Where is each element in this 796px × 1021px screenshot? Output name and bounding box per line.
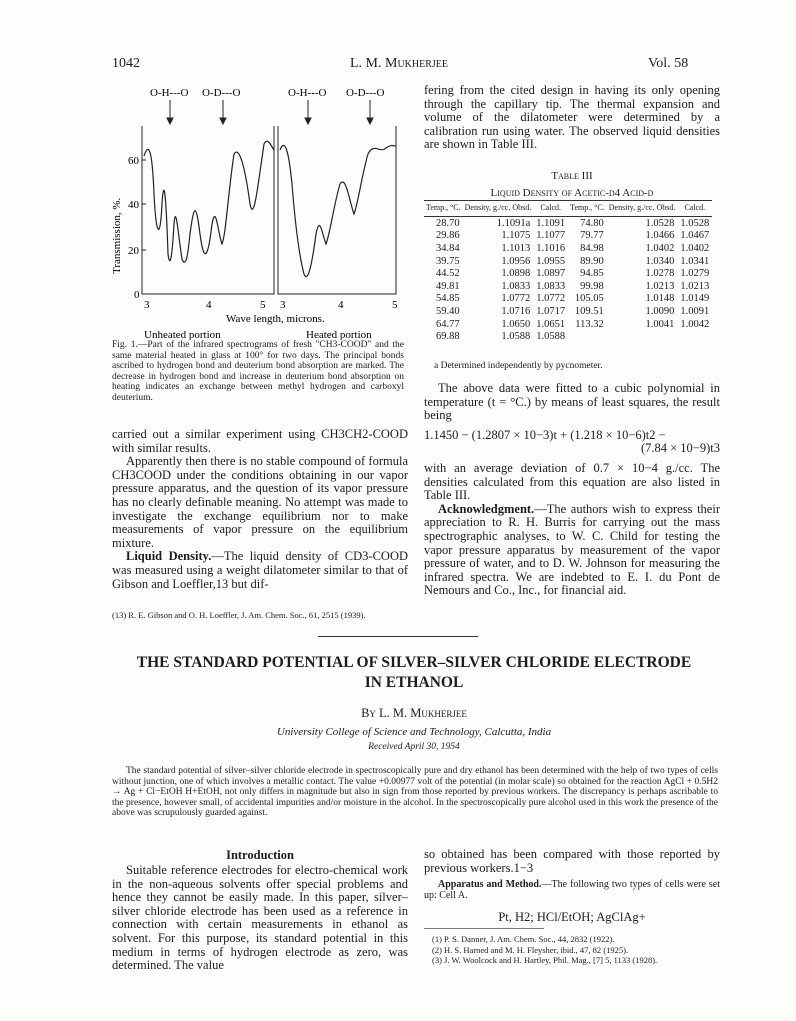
table-cell: 1.1016: [536, 242, 566, 254]
equation-line-2: (7.84 × 10−9)t3: [640, 441, 720, 456]
table-cell: 1.0716: [501, 305, 531, 317]
reference-3: (3) J. W. Woolcock and H. Hartley, Phil. Mag., [7] 5, 1133 (1928).: [432, 955, 658, 965]
article-separator: [318, 636, 478, 637]
table-cell: 1.1091: [536, 217, 566, 229]
col-header-temp-2: Temp., °C.: [568, 201, 607, 217]
byline: By L. M. Mukherjee: [361, 706, 467, 720]
table-row: [424, 217, 712, 230]
right-para-2: The above data were fitted to a cubic polynomial in temperature (t = °C.) by means of least squares, the result being: [424, 381, 720, 423]
table-row: [424, 280, 712, 293]
table-cell: 94.85: [580, 268, 604, 280]
table-cell: 44.52: [436, 268, 460, 280]
table-cell: 1.0042: [680, 318, 710, 330]
table-cell: 1.0588: [536, 331, 566, 343]
references: [432, 934, 720, 966]
xtick-right-5: 5: [392, 299, 398, 311]
table-cell: [568, 330, 607, 343]
table-row: [424, 255, 712, 268]
table-cell: 74.80: [580, 217, 604, 229]
x-axis-label: Wave length, microns.: [226, 313, 325, 325]
table-cell: 84.98: [580, 242, 604, 254]
figure-caption: Fig. 1.—Part of the infrared spectrograms of fresh "CH3-COOD" and the same material heated in glass at 100° for two days. The principal bonds ascribed to hydrogen bond and deuterium bond absorption are marked. The decrease in hydrogen bond and increase in deuterium bond absorption on heating indicates an exchange between methyl hydrogen and carboxyl deuterium.: [112, 340, 404, 403]
received-date: Received April 30, 1954: [368, 742, 460, 752]
references-rule: [424, 928, 544, 929]
article-title-line-1: THE STANDARD POTENTIAL OF SILVER–SILVER CHLORIDE ELECTRODE: [136, 654, 692, 671]
spectrum-unheated: [144, 141, 274, 262]
xtick-left-4: 4: [206, 299, 212, 311]
xtick-right-4: 4: [338, 299, 344, 311]
apparatus-text: —The following two types of cells were set up: Cell A.: [424, 879, 720, 901]
table-cell: 89.90: [580, 255, 604, 267]
table-row: [424, 242, 712, 255]
table-cell: 59.40: [436, 305, 460, 317]
col-header-obsd-1: Density, g./cc. Obsd.: [463, 201, 534, 217]
running-author: L. M. Mukherjee: [350, 56, 448, 71]
table-cell: 109.51: [574, 305, 604, 317]
table-cell: 1.0588: [501, 331, 531, 343]
table-cell: 1.0213: [680, 280, 710, 292]
table-cell: 1.0467: [680, 230, 710, 242]
table-row: [424, 318, 712, 331]
table-cell: 1.0466: [645, 230, 675, 242]
xtick-left-3: 3: [144, 299, 150, 311]
right-column-text: [424, 382, 720, 598]
table-cell: 1.0651: [536, 318, 566, 330]
col-header-temp-1: Temp., °C.: [424, 201, 463, 217]
table-cell: 1.0650: [501, 318, 531, 330]
table-cell: 1.0041: [645, 318, 675, 330]
table-cell: 34.84: [436, 242, 460, 254]
introduction-text: Suitable reference electrodes for electro-chemical work in the non-aqueous solvents offer special problems and hence they cannot be easily made. In this paper, silver–silver chloride electrode has been used as a reference in connection with certain measurements in ethanol as solvent. For this purpose, its standard potential in this medium in terms of hydrogen electrode as zero, was determined. The value: [112, 863, 408, 973]
page-number: 1042: [112, 56, 140, 71]
xtick-left-5: 5: [260, 299, 266, 311]
table-cell: 1.0528: [645, 217, 675, 229]
table-cell: 1.0340: [645, 255, 675, 267]
right-para-1: fering from the cited design in having its only opening through the capillary tip. The thermal expansion and volume of the dilatometer were determined by a calibration run using water. The observed liquid densities are shown in Table III.: [424, 83, 720, 152]
cell-a-formula: Pt, H2; HCl/EtOH; AgClAg+: [498, 910, 646, 925]
col-header-calcd-2: Calcd.: [677, 201, 712, 217]
table-cell: 1.0833: [536, 280, 566, 292]
table-cell: [607, 330, 678, 343]
reference-1: (1) P. S. Danner, J. Am. Chem. Soc., 44, 2832 (1922).: [432, 934, 615, 944]
table-cell: 1.0341: [680, 255, 710, 267]
table-cell: 1.0402: [645, 242, 675, 254]
col-header-obsd-2: Density, g./cc. Obsd.: [607, 201, 678, 217]
reference-2: (2) H. S. Harned and M. H. Fleysher, ibid., 47, 82 (1925).: [432, 944, 629, 955]
acknowledgment-heading: Acknowledgment.: [438, 501, 535, 516]
table-cell: 1.0279: [680, 268, 710, 280]
table-cell: 1.0402: [680, 242, 710, 254]
table-cell: 1.0897: [536, 268, 566, 280]
table-cell: 113.32: [575, 318, 604, 330]
table-cell: 99.98: [580, 280, 604, 292]
table-cell: 1.0213: [645, 280, 675, 292]
table-cell: 1.0772: [536, 293, 566, 305]
right-para-3: with an average deviation of 0.7 × 10−4 g./cc. The densities calculated from this equation are also listed in Table III.: [424, 460, 720, 503]
table-row: [424, 230, 712, 243]
table-cell: 105.05: [574, 293, 604, 305]
table-title: Liquid Density of Acetic-d4 Acid-d: [490, 187, 654, 199]
abstract: The standard potential of silver–silver chloride electrode in spectroscopically pure and dry ethanol has been determined with the help of two types of cells without junction, one of which involves a metallic contact. The value +0.00977 volt of the potential (in molar scale) so obtained for the reaction AgCl + 0.5H2 → Ag + Cl−EtOH H+EtOH, not only differs in magnitude but also in sign from those reported by previous workers. The discrepancy is perhaps ascribable to the presence, however small, of accidental impurities and/or moisture in the alcohol. In the spectroscopically pure alcohol used in this work the presence of the above was scrupulously guarded against.: [112, 766, 718, 819]
table-cell: 1.0772: [501, 293, 531, 305]
table-cell: 1.0955: [536, 255, 566, 267]
label-oh-1: O-H---O: [150, 87, 189, 99]
table-cell: 1.0148: [645, 293, 675, 305]
table-note: a Determined independently by pycnometer.: [434, 361, 603, 371]
table-cell: 1.1077: [536, 230, 566, 242]
panel-right-label: Heated portion: [306, 329, 372, 340]
apparatus-heading: Apparatus and Method.: [438, 879, 542, 891]
table-row: [424, 305, 712, 318]
col-header-calcd-1: Calcd.: [533, 201, 568, 217]
table-cell: 1.1013: [501, 242, 531, 254]
table-row: [424, 267, 712, 280]
left-column: [112, 428, 408, 591]
table-cell: 1.0717: [536, 305, 566, 317]
label-od-1: O-D---O: [202, 87, 241, 99]
table-cell: 1.0528: [680, 217, 710, 229]
affiliation: University College of Science and Technology, Calcutta, India: [276, 726, 552, 738]
comparison-text: so obtained has been compared with those reported by previous workers.1−3: [424, 847, 720, 875]
left-para-2: Apparently then there is no stable compound of formula CH3COOD under the conditions obtaining in our vapor pressure apparatus, and the question of its vapor pressure has no clearly definable meaning. No attempt was made to investigate the exchange equilibrium nor to make measurements of vapor pressure on the equilibrium mixture.: [112, 454, 408, 550]
table-cell: 54.85: [436, 293, 460, 305]
table-row: [424, 330, 712, 343]
liquid-density-heading: Liquid Density.: [126, 549, 212, 564]
table-cell: 1.0090: [645, 305, 675, 317]
table-cell: 69.88: [436, 331, 460, 343]
label-oh-2: O-H---O: [288, 87, 327, 99]
table-cell: 1.0956: [501, 255, 531, 267]
table-cell: 29.86: [436, 230, 460, 242]
equation-line-1: 1.1450 − (1.2807 × 10−3)t + (1.218 × 10−6)t2 −: [424, 427, 666, 442]
table-cell: 79.77: [580, 230, 604, 242]
table-cell: 1.0278: [645, 268, 675, 280]
ytick-0: 0: [134, 289, 140, 301]
table-row: [424, 293, 712, 306]
label-od-2: O-D---O: [346, 87, 385, 99]
table-cell: 1.1091a: [496, 217, 531, 229]
table-cell: 1.0833: [501, 280, 531, 292]
table-cell: 1.1075: [501, 230, 531, 242]
y-axis-label: Transmission, %.: [111, 197, 123, 274]
table-iii: [424, 200, 712, 343]
left-para-1: carried out a similar experiment using CH3CH2-COOD with similar results.: [112, 427, 408, 455]
introduction-heading: Introduction: [226, 848, 294, 862]
spectrogram-figure: [108, 84, 408, 340]
table-label: Table III: [551, 170, 593, 182]
ytick-60: 60: [128, 155, 139, 167]
table-cell: 64.77: [436, 318, 460, 330]
table-cell: 1.0091: [680, 305, 710, 317]
spectrum-heated: [280, 145, 396, 276]
liquid-density-text: —The liquid density of CD3-COOD was measured using a weight dilatometer similar to that of Gibson and Loeffler,13 but dif-: [112, 549, 408, 591]
article-title-line-2: IN ETHANOL: [364, 674, 464, 691]
xtick-right-3: 3: [280, 299, 286, 311]
acknowledgment-text: —The authors wish to express their appreciation to R. H. Burris for carrying out the mass spectrographic analyses, to W. C. Child for testing the vapor pressure apparatus by measurement of the vapor pressure of water, and to D. W. Johnson for measuring the infrared spectra. We are indebted to E. I. du Pont de Nemours and Co., Inc., for financial aid.: [424, 501, 720, 598]
footnote-13: (13) R. E. Gibson and O. H. Loeffler, J. Am. Chem. Soc., 61, 2515 (1939).: [112, 610, 366, 620]
table-cell: 28.70: [436, 217, 460, 229]
volume-label: Vol. 58: [648, 56, 689, 71]
table-cell: 1.0898: [501, 268, 531, 280]
table-cell: 49.81: [436, 280, 460, 292]
ytick-40: 40: [128, 199, 139, 211]
table-cell: 1.0149: [680, 293, 710, 305]
table-cell: 39.75: [436, 255, 460, 267]
table-cell: [677, 330, 712, 343]
ytick-20: 20: [128, 245, 139, 257]
panel-left-label: Unheated portion: [144, 329, 221, 340]
right-article-column: [424, 848, 720, 925]
